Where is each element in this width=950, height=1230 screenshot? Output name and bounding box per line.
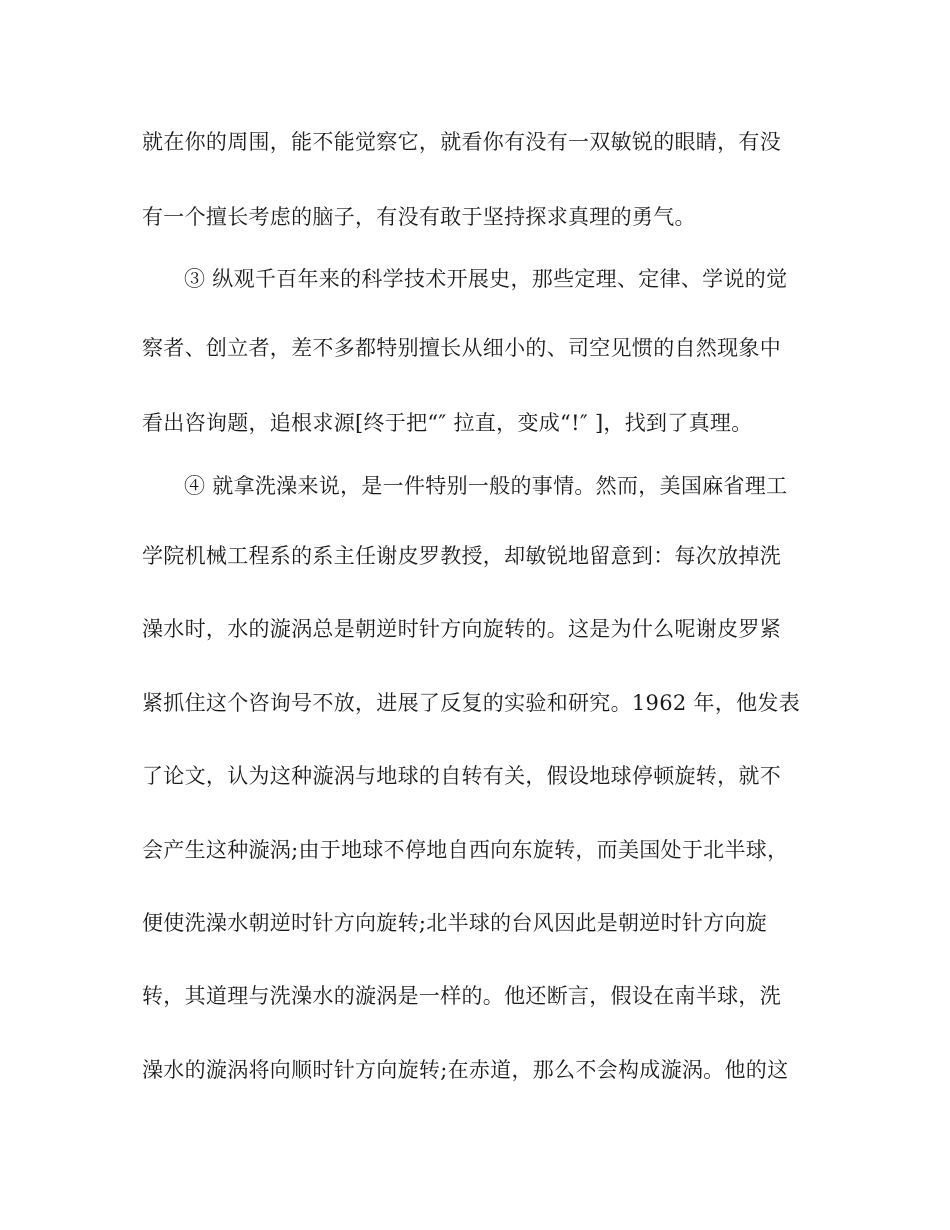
text-line: 学院机械工程系的系主任谢皮罗教授，却敏锐地留意到：每次放掉洗 <box>142 544 781 568</box>
text-line: 会产生这种漩涡;由于地球不停地自西向东旋转，而美国处于北半球， <box>142 838 789 862</box>
text-line: 便使洗澡水朝逆时针方向旋转;北半球的台风因此是朝逆时针方向旋 <box>142 911 768 935</box>
text-line: 有一个擅长考虑的脑子，有没有敢于坚持探求真理的勇气。 <box>142 205 696 229</box>
text-line: 澡水时，水的漩涡总是朝逆时针方向旋转的。这是为什么呢谢皮罗紧 <box>142 617 781 641</box>
text-line: 看出咨询题，追根求源[终于把“″ 拉直，变成“!″ ]，找到了真理。 <box>142 411 753 435</box>
text-line: 转，其道理与洗澡水的漩涡是一样的。他还断言，假设在南半球，洗 <box>142 984 781 1008</box>
text-line: 就在你的周围，能不能觉察它，就看你有没有一双敏锐的眼睛，有没 <box>142 130 781 154</box>
paragraph-start-line: ④ 就拿洗澡来说，是一件特别一般的事情。然而，美国麻省理工 <box>184 474 788 498</box>
text-line: 紧抓住这个咨询号不放，进展了反复的实验和研究。1962 年，他发表 <box>142 691 801 715</box>
paragraph-start-line: ③ 纵观千百年来的科学技术开展史，那些定理、定律、学说的觉 <box>184 267 788 291</box>
text-line: 察者、创立者，差不多都特别擅长从细小的、司空见惯的自然现象中 <box>142 336 781 360</box>
text-line: 澡水的漩涡将向顺时针方向旋转;在赤道，那么不会构成漩涡。他的这 <box>142 1058 789 1082</box>
text-line: 了论文，认为这种漩涡与地球的自转有关，假设地球停顿旋转，就不 <box>142 764 781 788</box>
